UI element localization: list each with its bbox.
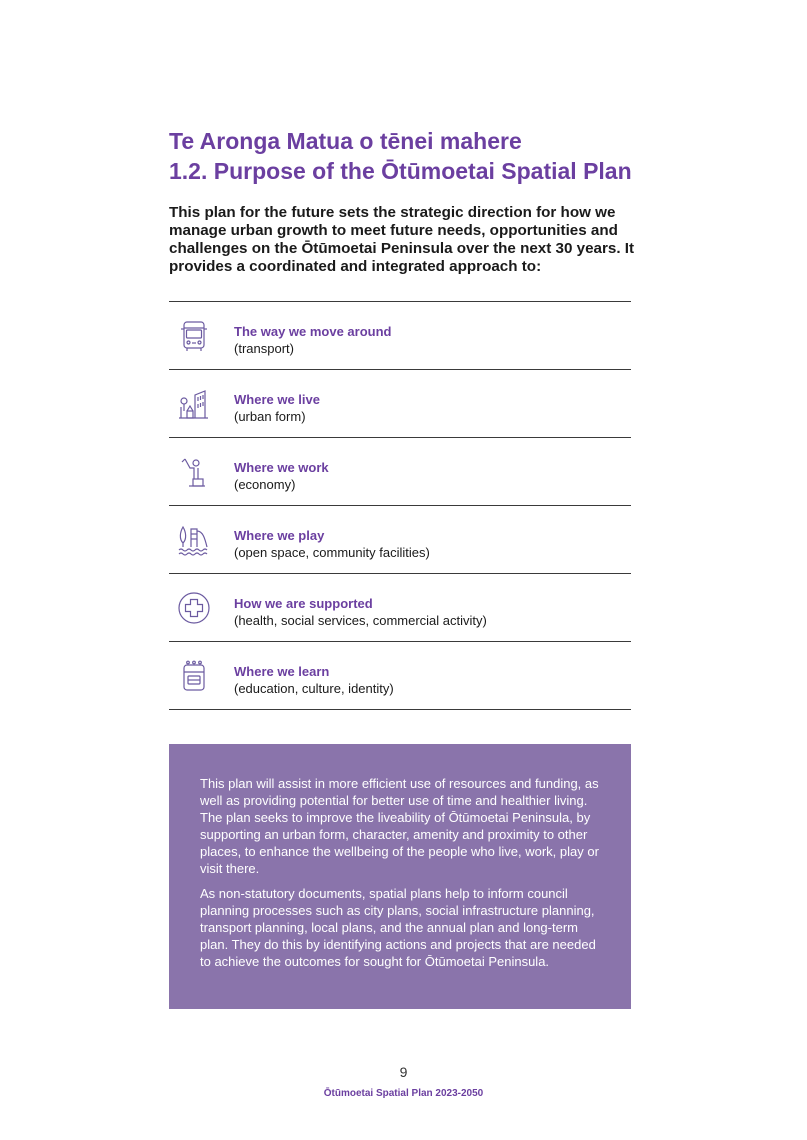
focus-area-list [169, 301, 631, 710]
heading-maori: Te Aronga Matua o tēnei mahere [169, 128, 522, 154]
info-box [169, 744, 631, 1009]
city-icon [177, 387, 211, 421]
worker-icon [177, 455, 211, 489]
item-subtitle: (urban form) [234, 409, 306, 424]
info-paragraph-2: As non-statutory documents, spatial plans help to inform council planning processes such as city plans, social infrastructure planning, transport planning, local plans, and the annual plan and long-term plan. They do this by identifying actions and projects that are needed to achieve the outcomes for sought for Ōtūmoetai Peninsula. [200, 886, 596, 969]
list-item [169, 370, 631, 438]
item-subtitle: (education, culture, identity) [234, 681, 394, 696]
page-number: 9 [399, 1064, 408, 1080]
item-title: The way we move around [234, 324, 392, 339]
heading-english: 1.2. Purpose of the Ōtūmoetai Spatial Plan [169, 158, 632, 184]
item-subtitle: (open space, community facilities) [234, 545, 430, 560]
list-item [169, 506, 631, 574]
bus-icon [177, 319, 211, 353]
item-subtitle: (economy) [234, 477, 296, 492]
item-title: Where we work [234, 460, 329, 475]
item-subtitle: (health, social services, commercial activity) [234, 613, 487, 628]
info-paragraph-1: This plan will assist in more efficient use of resources and funding, as well as providing potential for better use of time and healthier living. The plan seeks to improve the liveability of Ōtūmoetai Peninsula, by supporting an urban form, character, amenity and proximity to other places, to enhance the wellbeing of the people who live, work, play or visit there. [200, 776, 599, 876]
item-title: How we are supported [234, 596, 373, 611]
intro-paragraph: This plan for the future sets the strategic direction for how we manage urban growth to meet future needs, opportunities and challenges on the Ōtūmoetai Peninsula over the next 30 years. It provides a coordinated and integrated approach to: [169, 204, 635, 275]
item-title: Where we play [234, 528, 325, 543]
health-cross-icon [177, 591, 211, 625]
list-item [169, 642, 631, 710]
list-item [169, 302, 631, 370]
list-item [169, 438, 631, 506]
item-subtitle: (transport) [234, 341, 294, 356]
page-heading [169, 126, 649, 186]
backpack-icon [177, 659, 211, 693]
list-item [169, 574, 631, 642]
playground-icon [177, 523, 211, 557]
item-title: Where we learn [234, 664, 330, 679]
item-title: Where we live [234, 392, 320, 407]
document-footer: Ōtūmoetai Spatial Plan 2023-2050 [323, 1088, 484, 1099]
